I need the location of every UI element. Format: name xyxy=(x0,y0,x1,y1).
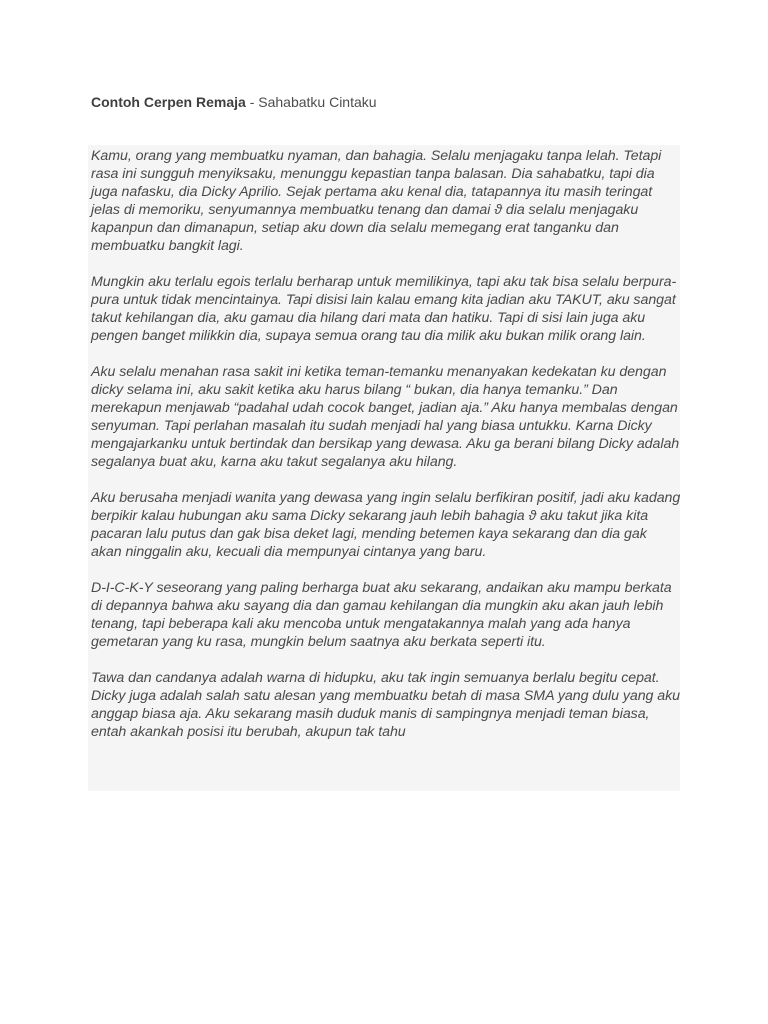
page-title xyxy=(91,92,377,112)
story-paragraph-4: Aku berusaha menjadi wanita yang dewasa yang ingin selalu berfikiran positif, jadi aku kadang berpikir kalau hubungan aku sama Dicky sekarang jauh lebih bahagia ϑ aku takut jika kita pacaran lalu putus dan gak bisa deket lagi, mending betemen kaya sekarang dan dia gak akan ninggalin aku, kecuali dia mempunyai cintanya yang baru. xyxy=(91,490,681,560)
title-category: Contoh Cerpen Remaja xyxy=(91,94,246,110)
story-paragraph-5: D-I-C-K-Y seseorang yang paling berharga buat aku sekarang, andaikan aku mampu berkata di depannya bahwa aku sayang dia dan gamau kehilangan dia mungkin aku akan jauh lebih tenang, tapi beberapa kali aku mencoba untuk mengatakannya malah yang ada hanya gemetaran yang ku rasa, mungkin belum saatnya aku berkata seperti itu. xyxy=(91,580,672,650)
story-paragraph-2: Mungkin aku terlalu egois terlalu berharap untuk memilikinya, tapi aku tak bisa selalu berpura-pura untuk tidak mencintainya. Tapi disisi lain kalau emang kita jadian aku TAKUT, aku sangat takut kehilangan dia, aku gamau dia hilang dari mata dan hatiku. Tapi di sisi lain juga aku pengen banget milikkin dia, supaya semua orang tau dia milik aku bukan milik orang lain. xyxy=(91,274,677,344)
story-paragraph-3: Aku selalu menahan rasa sakit ini ketika teman-temanku menanyakan kedekatan ku dengan dicky selama ini, aku sakit ketika aku harus bilang “ bukan, dia hanya temanku.” Dan merekapun menjawab “padahal udah cocok banget, jadian aja.” Aku hanya membalas dengan senyuman. Tapi perlahan masalah itu sudah menjadi hal yang biasa untukku. Karna Dicky mengajarkanku untuk bertindak dan bersikap yang dewasa. Aku ga berani bilang Dicky adalah segalanya buat aku, karna aku takut segalanya aku hilang. xyxy=(91,364,680,470)
story-paragraph-1: Kamu, orang yang membuatku nyaman, dan bahagia. Selalu menjagaku tanpa lelah. Tetapi rasa ini sungguh menyiksaku, menunggu kepastian tanpa balasan. Dia sahabatku, tapi dia juga nafasku, dia Dicky Aprilio. Sejak pertama aku kenal dia, tatapannya itu masih teringat jelas di memoriku, senyumannya membuatku tenang dan damai ϑ dia selalu menjagaku kapanpun dan dimanapun, setiap aku down dia selalu memegang erat tanganku dan membuatku bangkit lagi. xyxy=(91,148,662,254)
story-paragraph-6: Tawa dan candanya adalah warna di hidupku, aku tak ingin semuanya berlalu begitu cepat. Dicky juga adalah salah satu alesan yang membuatku betah di masa SMA yang dulu yang aku anggap biasa aja. Aku sekarang masih duduk manis di sampingnya menjadi teman biasa, entah akankah posisi itu berubah, akupun tak tahu xyxy=(91,670,680,740)
title-story-name: - Sahabatku Cintaku xyxy=(245,94,377,110)
story-text-block xyxy=(88,145,680,791)
